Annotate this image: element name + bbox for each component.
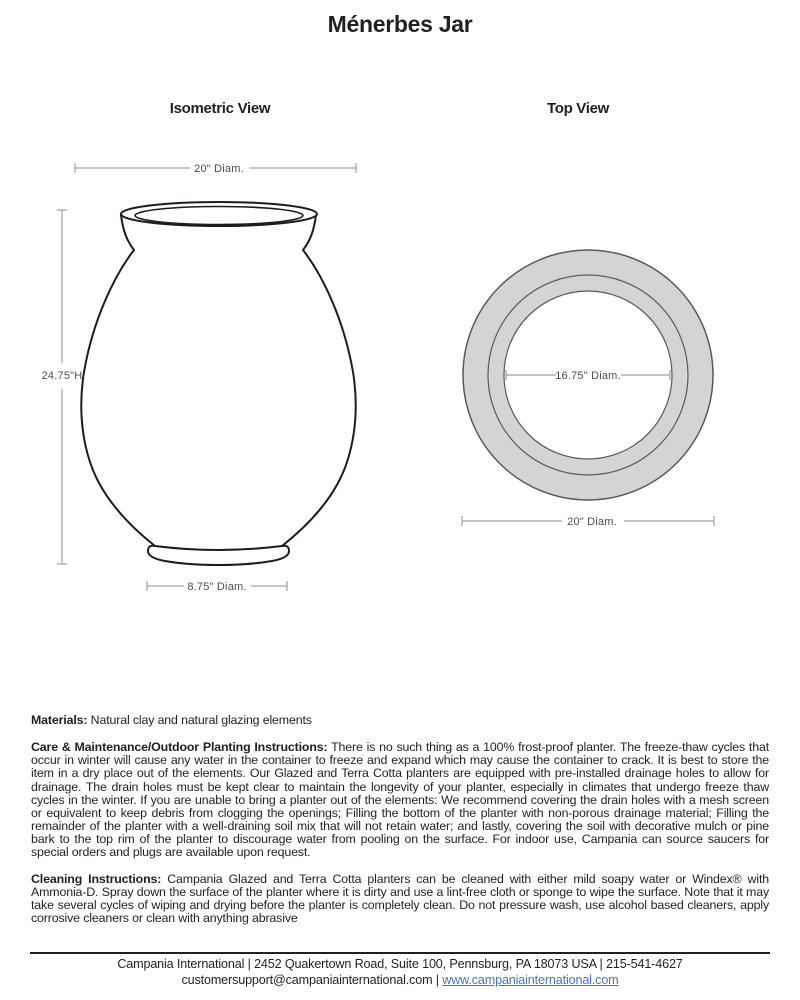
footer-contact-line xyxy=(0,973,800,989)
top-view-drawing xyxy=(440,230,740,540)
jar-outline-drawing xyxy=(81,202,355,565)
dimension-outer-diameter xyxy=(462,516,714,528)
dim-label-base-diameter: 8.75" Diam. xyxy=(187,581,247,593)
cleaning-paragraph xyxy=(31,873,769,926)
dimension-height xyxy=(42,210,83,564)
instructions-section xyxy=(31,714,769,938)
isometric-drawing xyxy=(40,150,380,610)
dim-label-outer-diameter: 20" Diam. xyxy=(567,516,617,528)
page-title: Ménerbes Jar xyxy=(327,11,473,37)
footer-website-link[interactable]: www.campaniainternational.com xyxy=(442,972,619,987)
cleaning-label: Cleaning Instructions: xyxy=(31,871,162,886)
care-maintenance-text: There is no such thing as a 100% frost-proof planter. The freeze-thaw cycles that occur in winter will cause any water in the container to freeze and expand which may cause the container to crack. It is best to store the item in a dry place out of the elements. Our Glazed and Terra Cotta planters are equipped with pre-installed drainage holes to allow for drainage. The drain holes must be kept clear to maintain the longevity of your planter, especially in climates that undergo freeze thaw cycles in the winter. If you are unable to bring a planter out of the elements: We recommend covering the drain holes with a mesh screen or equivalent to keep debris from clogging the openings; Filling the bottom of the planter with non-porous drainage material; Filling the remainder of the planter with a well-draining soil mix that will not retain water; and lastly, covering the soil with decorative mulch or pine bark to the top rim of the planter to discourage water from pooling on the surface. For indoor use, Campania can source saucers for special orders and plugs are available upon request. xyxy=(31,740,769,860)
materials-text: Natural clay and natural glazing elements xyxy=(87,713,312,727)
dim-label-height: 24.75"H xyxy=(41,370,83,382)
footer-divider xyxy=(30,952,770,954)
footer-email: customersupport@campaniainternational.com xyxy=(181,972,433,987)
jar-body-right xyxy=(282,215,356,546)
footer-address-line: Campania International | 2452 Quakertown Road, Suite 100, Pennsburg, PA 18073 USA | 215-541-4627 xyxy=(117,957,683,971)
isometric-view-label: Isometric View xyxy=(169,100,271,117)
dim-label-inner-diameter: 16.75" Diam. xyxy=(555,370,621,382)
care-maintenance-paragraph xyxy=(31,741,769,859)
footer-separator: | xyxy=(432,972,443,987)
jar-body-left xyxy=(81,215,155,546)
footer xyxy=(0,957,800,988)
top-view-label: Top View xyxy=(546,100,610,117)
materials-paragraph xyxy=(31,714,769,727)
jar-foot xyxy=(148,546,289,565)
materials-label: Materials: xyxy=(31,713,88,727)
dimension-base-diameter xyxy=(147,581,287,593)
care-maintenance-label: Care & Maintenance/Outdoor Planting Instructions: xyxy=(31,740,328,755)
cleaning-text: Campania Glazed and Terra Cotta planters can be cleaned with either mild soapy water or Windex® with Ammonia-D. Spray down the surface of the planter where it is dirty and use a lint-free cloth or sponge to wipe the surface. Note that it may take several cycles of wiping and drying before the planter is completely clean. Do not pressure wash, use alcohol based cleaners, apply corrosive cleaners or clean with anything abrasive xyxy=(31,871,769,926)
dimension-top-diameter xyxy=(75,163,356,175)
dim-label-rim-diameter: 20" Diam. xyxy=(194,163,244,175)
jar-rim-outer xyxy=(121,202,317,226)
